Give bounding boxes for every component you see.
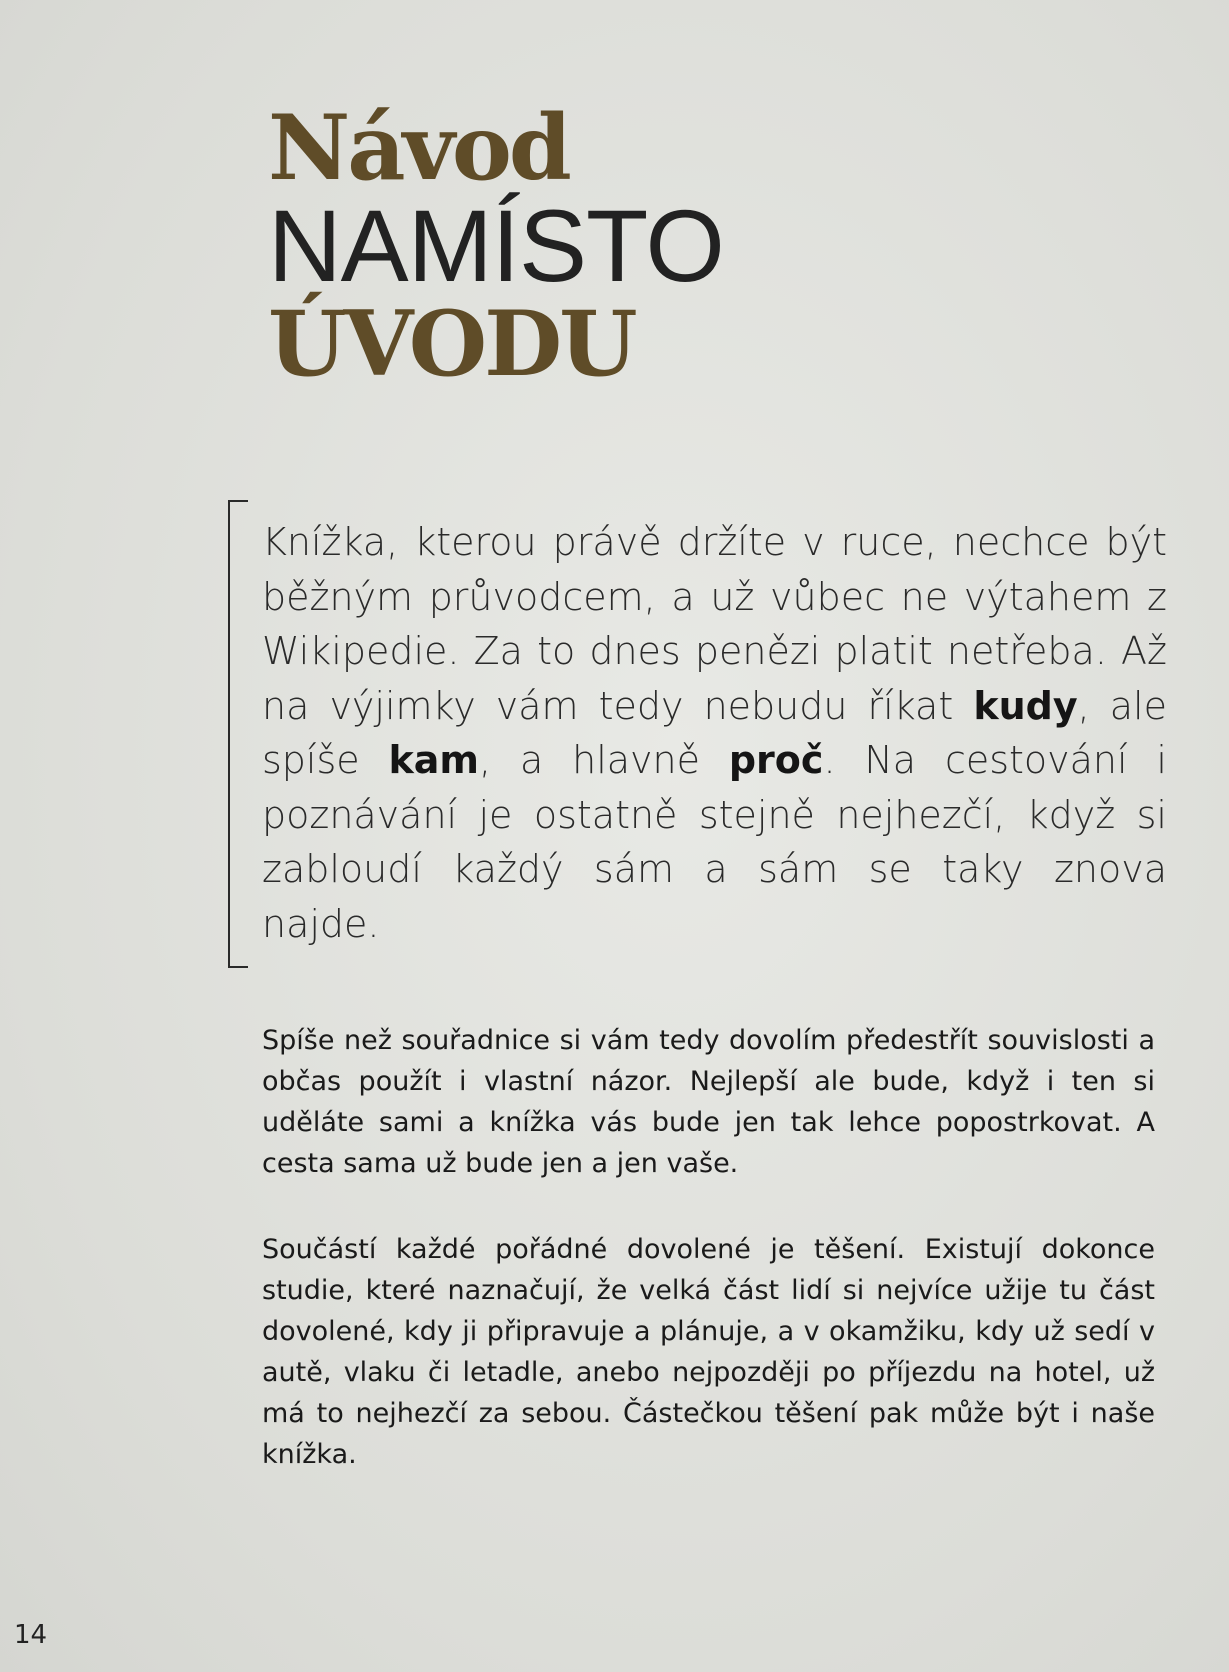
title-line-namisto: NAMÍSTO — [268, 189, 724, 303]
quote-text-4: . Na cestování i poznávání je ostatně stejně nejhezčí, když si zabloudí každý sám a sám se taky znova najde. — [262, 738, 1167, 946]
title-line-uvodu: ÚVODU — [268, 291, 635, 397]
quote-text-1: Knížka, kterou právě držíte v ruce, nechce být běžným průvodcem, a už vůbec ne výtahem z Wikipedie. Za to dnes penězi platit netřeba. Až na výjimky vám tedy nebudu říkat — [262, 520, 1167, 728]
quote-bracket — [228, 500, 248, 968]
body-paragraph-1: Spíše než souřadnice si vám tedy dovolím předestřít souvislosti a občas použít i vlastní názor. Nejlepší ale bude, když i ten si uděláte sami a knížka vás bude jen tak lehce popostrkovat. A cesta sama už bude jen a jen vaše. — [262, 1025, 1155, 1179]
quote-text-2: , ale spíše — [262, 683, 1167, 782]
title-line-navod: Návod — [268, 95, 569, 201]
quote-bold-kudy: kudy — [973, 683, 1078, 728]
page-number: 14 — [14, 1620, 48, 1650]
chapter-title — [268, 95, 724, 397]
intro-quote — [262, 515, 1167, 951]
body-paragraph-2: Součástí každé pořádné dovolené je těšení. Existují dokonce studie, které naznačují, že velká část lidí si nejvíce užije tu část dovolené, kdy ji připravuje a plánuje, a v okamžiku, kdy už sedí v autě, vlaku či letadle, anebo nejpozději po příjezdu na hotel, už má to nejhezčí za sebou. Částečkou těšení pak může být i naše knížka. — [262, 1234, 1155, 1470]
quote-text-3: , a hlavně — [479, 738, 729, 782]
quote-bold-kam: kam — [388, 738, 480, 782]
quote-bold-proc: proč — [728, 738, 824, 782]
